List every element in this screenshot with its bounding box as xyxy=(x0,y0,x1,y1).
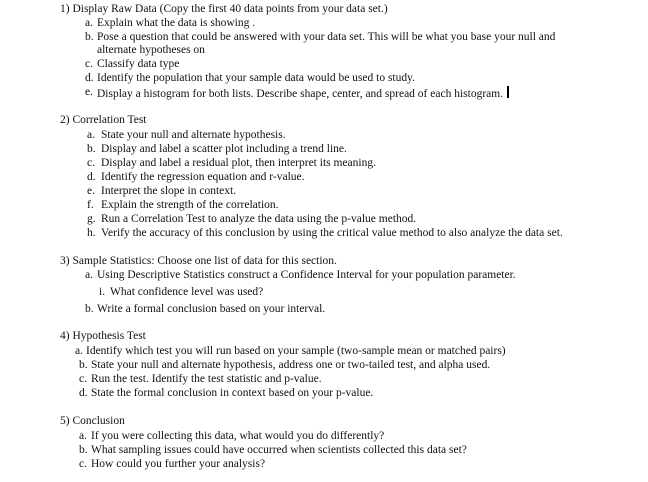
s4-item-b-text: State your null and alternate hypothesis, address one or two-tailed test, and alpha used. xyxy=(91,359,491,371)
s2-item-c-marker: c. xyxy=(87,157,95,169)
s1-item-a-text: Explain what the data is showing . xyxy=(97,17,256,29)
s4-item-d-marker: d. xyxy=(79,387,88,399)
s1-item-e-marker: e. xyxy=(85,86,93,98)
s5-item-c-text: How could you further your analysis? xyxy=(91,458,266,470)
section-3-title: 3) Sample Statistics: Choose one list of data for this section. xyxy=(60,255,337,267)
s2-item-h-marker: h. xyxy=(87,227,96,239)
s2-item-e-marker: e. xyxy=(87,185,95,197)
s3-item-i-marker: i. xyxy=(99,286,106,298)
s2-item-f-text: Explain the strength of the correlation. xyxy=(101,199,279,211)
s5-item-c-marker: c. xyxy=(79,458,87,470)
s3-item-a-marker: a. xyxy=(85,269,93,281)
s2-item-f-marker: f. xyxy=(87,199,94,211)
s4-item-c-marker: c. xyxy=(79,373,87,385)
section-5-title: 5) Conclusion xyxy=(60,415,125,427)
s1-item-e-row[interactable] xyxy=(97,86,509,102)
s2-item-d-marker: d. xyxy=(87,171,96,183)
s3-item-i-text: What confidence level was used? xyxy=(110,286,264,298)
s1-item-b-marker: b. xyxy=(85,31,94,43)
s3-item-b-text: Write a formal conclusion based on your interval. xyxy=(97,303,326,315)
s2-item-a-marker: a. xyxy=(87,129,95,141)
s1-item-d-marker: d. xyxy=(85,72,94,84)
section-1-title: 1) Display Raw Data (Copy the first 40 data points from your data set.) xyxy=(60,3,388,15)
s5-item-b-text: What sampling issues could have occurred when scientists collected this data set? xyxy=(91,444,467,456)
text-cursor xyxy=(507,86,509,98)
section-2-title: 2) Correlation Test xyxy=(60,114,147,126)
s2-item-h-text: Verify the accuracy of this conclusion by using the critical value method to also analyze the data set. xyxy=(101,227,563,239)
s4-item-b-marker: b. xyxy=(79,359,88,371)
s1-item-c-text: Classify data type xyxy=(97,58,180,70)
section-4-title: 4) Hypothesis Test xyxy=(60,330,146,342)
s2-item-g-marker: g. xyxy=(87,213,96,225)
s1-item-a-marker: a. xyxy=(85,17,93,29)
s1-item-b-text: Pose a question that could be answered with your data set. This will be what you base your null and xyxy=(97,31,556,43)
s2-item-g-text: Run a Correlation Test to analyze the data using the p-value method. xyxy=(101,213,417,225)
s5-item-a-marker: a. xyxy=(79,430,87,442)
s2-item-b-marker: b. xyxy=(87,143,96,155)
s1-item-b-text-cont: alternate hypotheses on xyxy=(97,44,205,56)
s1-item-d-text: Identify the population that your sample data would be used to study. xyxy=(97,72,415,84)
s2-item-b-text: Display and label a scatter plot including a trend line. xyxy=(101,143,347,155)
s2-item-c-text: Display and label a residual plot, then interpret its meaning. xyxy=(101,157,376,169)
s5-item-b-marker: b. xyxy=(79,444,88,456)
s1-item-c-marker: c. xyxy=(85,58,93,70)
s1-item-e-text: Display a histogram for both lists. Describe shape, center, and spread of each histogram. xyxy=(97,88,504,100)
s2-item-a-text: State your null and alternate hypothesis. xyxy=(101,129,286,141)
s2-item-e-text: Interpret the slope in context. xyxy=(101,185,237,197)
s4-item-a-text: Identify which test you will run based on your sample (two-sample mean or matched pairs) xyxy=(86,345,506,357)
s3-item-a-text: Using Descriptive Statistics construct a Confidence Interval for your population parameter. xyxy=(97,269,516,281)
s5-item-a-text: If you were collecting this data, what would you do differently? xyxy=(91,430,385,442)
s3-item-b-marker: b. xyxy=(85,303,94,315)
s4-item-a-marker: a. xyxy=(75,345,83,357)
s4-item-d-text: State the formal conclusion in context based on your p-value. xyxy=(91,387,374,399)
s4-item-c-text: Run the test. Identify the test statistic and p-value. xyxy=(91,373,322,385)
s2-item-d-text: Identify the regression equation and r-value. xyxy=(101,171,305,183)
